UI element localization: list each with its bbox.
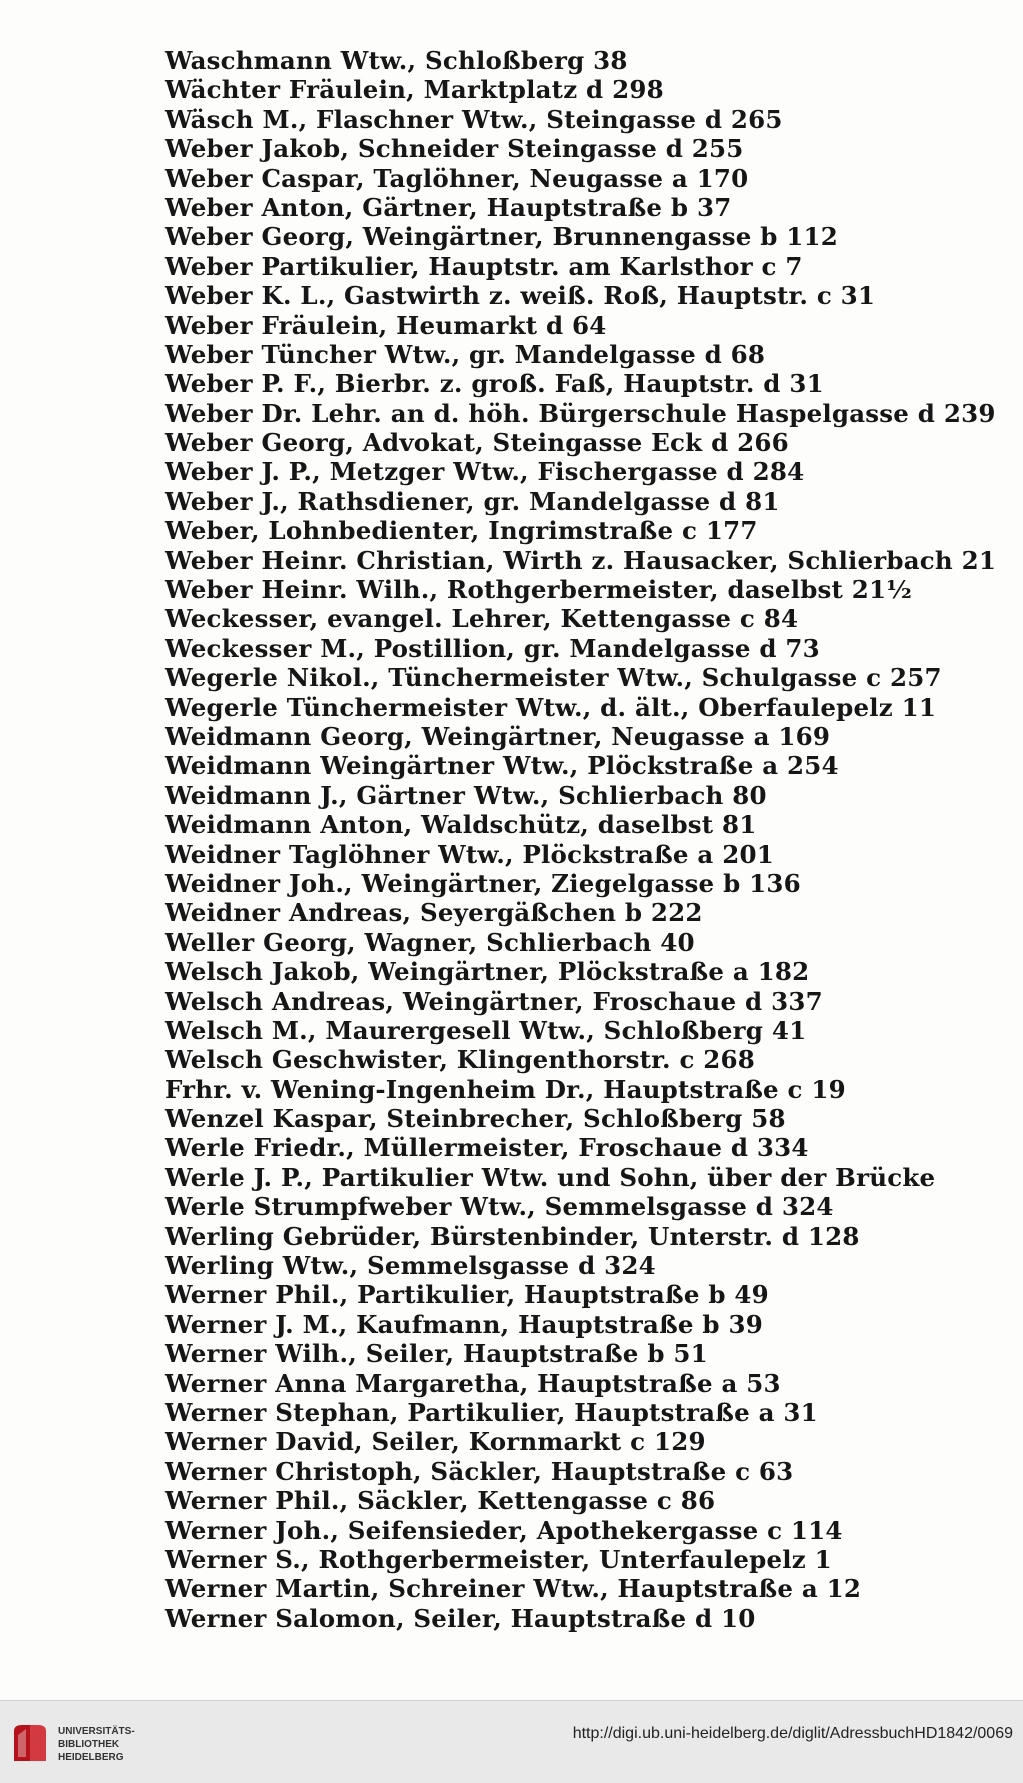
address-entry: Werner David, Seiler, Kornmarkt c 129 xyxy=(165,1427,706,1457)
address-entry: Werner Salomon, Seiler, Hauptstraße d 10 xyxy=(165,1603,756,1633)
address-entry: Werner Anna Margaretha, Hauptstraße a 53 xyxy=(165,1368,781,1398)
address-entry: Welsch Jakob, Weingärtner, Plöckstraße a 182 xyxy=(165,957,810,987)
footer-bar xyxy=(0,1700,1023,1783)
address-entry: Weber Fräulein, Heumarkt d 64 xyxy=(165,310,607,340)
address-entry: Werling Gebrüder, Bürstenbinder, Unterstr. d 128 xyxy=(165,1221,860,1251)
address-entry: Werner J. M., Kaufmann, Hauptstraße b 39 xyxy=(165,1309,763,1339)
logo-line: UNIVERSITÄTS- xyxy=(58,1726,135,1737)
logo-text xyxy=(58,1725,135,1764)
address-entry: Weckesser, evangel. Lehrer, Kettengasse c 84 xyxy=(165,604,799,634)
logo-line: HEIDELBERG xyxy=(58,1752,124,1763)
address-entry: Werner Wilh., Seiler, Hauptstraße b 51 xyxy=(165,1339,708,1369)
address-entry: Weber J. P., Metzger Wtw., Fischergasse d 284 xyxy=(165,457,805,487)
address-entry: Weber Dr. Lehr. an d. höh. Bürgerschule Haspelgasse d 239 xyxy=(165,398,996,428)
address-entry: Weber K. L., Gastwirth z. weiß. Roß, Hauptstr. c 31 xyxy=(165,281,876,311)
address-entry: Wächter Fräulein, Marktplatz d 298 xyxy=(165,75,664,105)
university-library-logo[interactable] xyxy=(10,1721,180,1771)
address-entry: Wegerle Nikol., Tünchermeister Wtw., Schulgasse c 257 xyxy=(165,663,942,693)
address-entry: Weber Heinr. Christian, Wirth z. Hausacker, Schlierbach 21 xyxy=(165,545,997,575)
address-entry: Weber Anton, Gärtner, Hauptstraße b 37 xyxy=(165,192,732,222)
library-emblem-icon xyxy=(10,1721,50,1765)
address-entry: Werner Phil., Säckler, Kettengasse c 86 xyxy=(165,1486,716,1516)
logo-line: BIBLIOTHEK xyxy=(58,1739,120,1750)
address-entry: Werling Wtw., Semmelsgasse d 324 xyxy=(165,1251,656,1281)
address-entry: Wegerle Tünchermeister Wtw., d. ält., Oberfaulepelz 11 xyxy=(165,692,937,722)
address-entry: Werner Phil., Partikulier, Hauptstraße b 49 xyxy=(165,1280,769,1310)
address-entry: Weidner Andreas, Seyergäßchen b 222 xyxy=(165,898,703,928)
source-url-link[interactable]: http://digi.ub.uni-heidelberg.de/diglit/AdressbuchHD1842/0069 xyxy=(572,1725,1013,1742)
address-entry-list xyxy=(165,46,1005,1633)
address-entry: Werle J. P., Partikulier Wtw. und Sohn, über der Brücke xyxy=(165,1162,936,1192)
address-entry: Weller Georg, Wagner, Schlierbach 40 xyxy=(165,927,695,957)
address-entry: Werle Friedr., Müllermeister, Froschaue d 334 xyxy=(165,1133,809,1163)
address-entry: Weber P. F., Bierbr. z. groß. Faß, Hauptstr. d 31 xyxy=(165,369,824,399)
address-entry: Welsch Andreas, Weingärtner, Froschaue d 337 xyxy=(165,986,823,1016)
address-entry: Weber Georg, Weingärtner, Brunnengasse b 112 xyxy=(165,222,839,252)
address-entry: Frhr. v. Wening-Ingenheim Dr., Hauptstraße c 19 xyxy=(165,1074,846,1104)
address-entry: Werle Strumpfweber Wtw., Semmelsgasse d 324 xyxy=(165,1192,834,1222)
address-entry: Weber Georg, Advokat, Steingasse Eck d 266 xyxy=(165,428,789,458)
address-entry: Weber J., Rathsdiener, gr. Mandelgasse d 81 xyxy=(165,486,780,516)
address-entry: Waschmann Wtw., Schloßberg 38 xyxy=(165,46,628,75)
address-entry: Welsch Geschwister, Klingenthorstr. c 268 xyxy=(165,1045,756,1075)
address-entry: Weber, Lohnbedienter, Ingrimstraße c 177 xyxy=(165,516,758,546)
address-entry: Werner Joh., Seifensieder, Apothekergasse c 114 xyxy=(165,1515,843,1545)
address-entry: Weidmann J., Gärtner Wtw., Schlierbach 80 xyxy=(165,780,767,810)
address-entry: Werner S., Rothgerbermeister, Unterfaulepelz 1 xyxy=(165,1544,832,1574)
address-entry: Weber Heinr. Wilh., Rothgerbermeister, daselbst 21½ xyxy=(165,575,913,605)
address-entry: Weber Tüncher Wtw., gr. Mandelgasse d 68 xyxy=(165,339,766,369)
address-entry: Weber Partikulier, Hauptstr. am Karlsthor c 7 xyxy=(165,251,803,281)
address-entry: Weber Caspar, Taglöhner, Neugasse a 170 xyxy=(165,163,749,193)
address-entry: Weidmann Anton, Waldschütz, daselbst 81 xyxy=(165,810,757,840)
address-entry: Welsch M., Maurergesell Wtw., Schloßberg 41 xyxy=(165,1015,807,1045)
address-entry: Werner Stephan, Partikulier, Hauptstraße a 31 xyxy=(165,1397,818,1427)
address-entry: Weidmann Georg, Weingärtner, Neugasse a 169 xyxy=(165,721,831,751)
address-entry: Wäsch M., Flaschner Wtw., Steingasse d 265 xyxy=(165,104,783,134)
address-entry: Weidmann Weingärtner Wtw., Plöckstraße a 254 xyxy=(165,751,839,781)
address-entry: Weber Jakob, Schneider Steingasse d 255 xyxy=(165,134,744,164)
address-entry: Weidner Joh., Weingärtner, Ziegelgasse b 136 xyxy=(165,868,801,898)
address-entry: Werner Martin, Schreiner Wtw., Hauptstraße a 12 xyxy=(165,1574,862,1604)
address-entry: Wenzel Kaspar, Steinbrecher, Schloßberg 58 xyxy=(165,1104,786,1134)
address-entry: Werner Christoph, Säckler, Hauptstraße c 63 xyxy=(165,1456,794,1486)
address-entry: Weckesser M., Postillion, gr. Mandelgasse d 73 xyxy=(165,633,820,663)
address-entry: Weidner Taglöhner Wtw., Plöckstraße a 201 xyxy=(165,839,774,869)
